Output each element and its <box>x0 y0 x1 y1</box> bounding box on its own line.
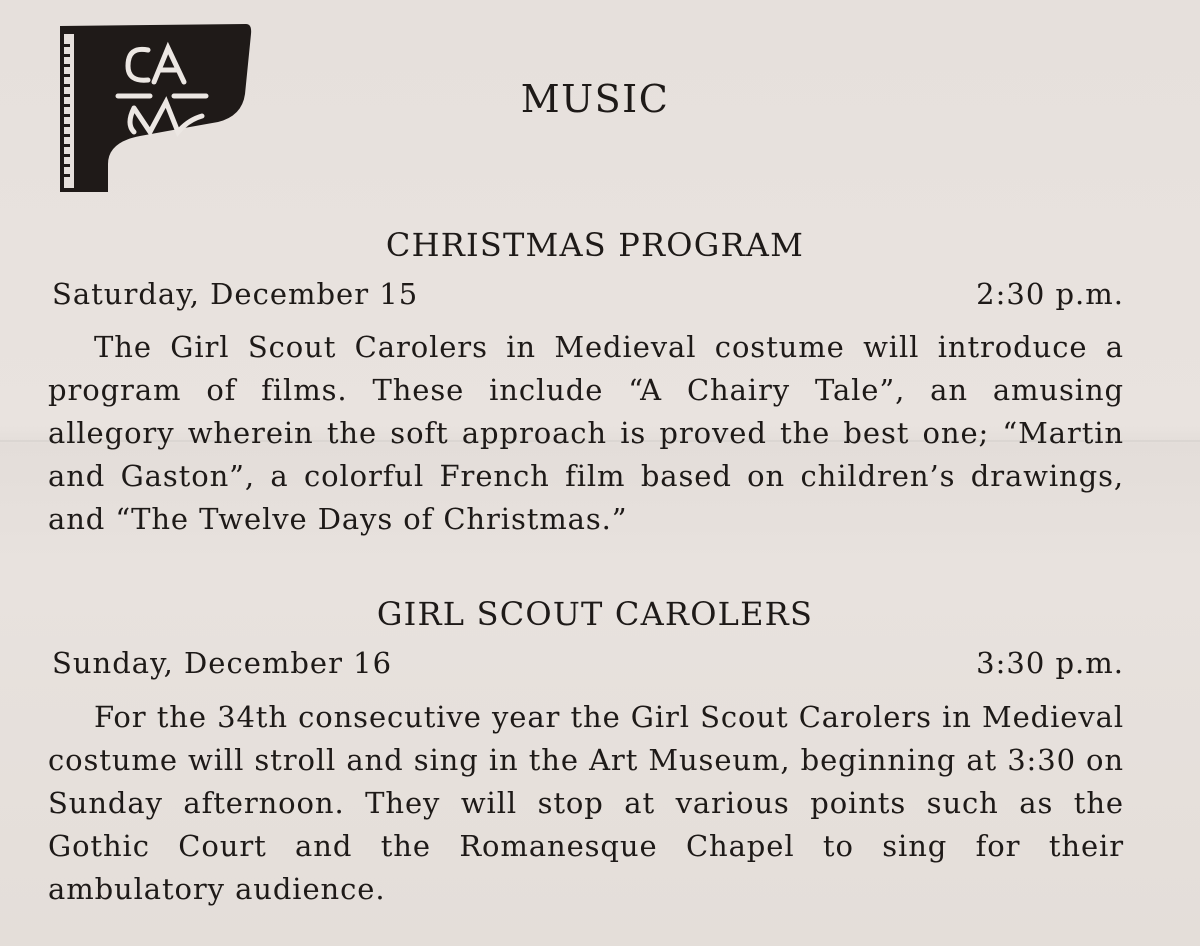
event-description: For the 34th consecutive year the Girl Scout Carolers in Medieval costume will stroll and sing in the Art Museum, beginning at 3:30 on Sunday afternoon. They will stop at various points such as the Gothic Court and the Romanesque Chapel to sing for their ambulatory audience. <box>48 700 1124 906</box>
event-heading: CHRISTMAS PROGRAM <box>385 226 805 264</box>
page-title: MUSIC <box>520 77 670 121</box>
event-heading: GIRL SCOUT CAROLERS <box>376 595 814 633</box>
event-time: 2:30 p.m. <box>976 277 1124 311</box>
event-date: Saturday, December 15 <box>52 277 419 311</box>
event-description: The Girl Scout Carolers in Medieval costume will introduce a program of films. These include “A Chairy Tale”, an amusing allegory wherein the soft approach is proved the best one; “Martin and Gaston”, a colorful French film based on children’s drawings, and “The Twelve Days of Christmas.” <box>48 330 1124 536</box>
event-date: Sunday, December 16 <box>52 646 393 680</box>
event-date-row <box>52 277 1124 311</box>
event-time: 3:30 p.m. <box>976 646 1124 680</box>
event-date-row <box>52 646 1124 680</box>
